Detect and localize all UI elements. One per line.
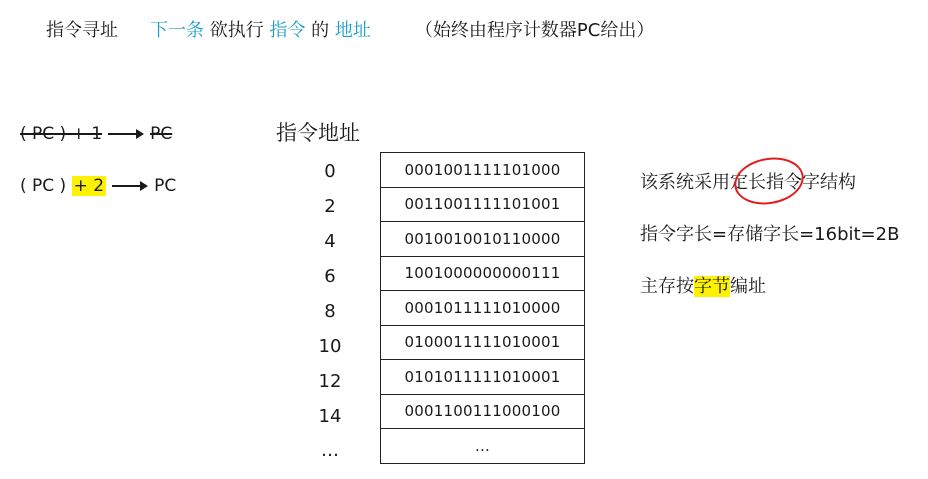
instruction-cell: 0001001111101000 bbox=[381, 153, 585, 188]
formula-pc-plus-2 bbox=[20, 176, 176, 196]
address-label: … bbox=[321, 440, 339, 461]
address-label: 0 bbox=[324, 161, 336, 182]
formula-1-right: PC bbox=[150, 124, 173, 144]
note-3-pre: 主存按 bbox=[640, 276, 694, 297]
formula-2-left: ( PC ) bbox=[20, 176, 72, 196]
instruction-cell: … bbox=[381, 429, 585, 464]
formula-2-right: PC bbox=[154, 176, 177, 196]
table-row bbox=[381, 360, 585, 395]
formula-1-left: ( PC ) + 1 bbox=[20, 124, 103, 144]
title-address: 地址 bbox=[334, 20, 371, 41]
memory-table bbox=[380, 152, 585, 464]
instruction-cell: 1001000000000111 bbox=[381, 256, 585, 291]
title-next: 下一条 bbox=[150, 20, 204, 41]
title-line bbox=[46, 16, 654, 42]
title-label: 指令寻址 bbox=[46, 20, 118, 41]
address-label: 10 bbox=[318, 336, 342, 357]
address-label: 12 bbox=[318, 371, 342, 392]
instruction-cell: 0100011111010001 bbox=[381, 325, 585, 360]
table-row bbox=[381, 394, 585, 429]
address-label: 8 bbox=[324, 301, 336, 322]
table-row bbox=[381, 429, 585, 464]
table-row bbox=[381, 153, 585, 188]
note-byte-addressing bbox=[640, 272, 766, 298]
note-word-length: 指令字长=存储字长=16bit=2B bbox=[640, 224, 900, 245]
table-row bbox=[381, 291, 585, 326]
table-row bbox=[381, 222, 585, 257]
table-row bbox=[381, 187, 585, 222]
instruction-cell: 0010010010110000 bbox=[381, 222, 585, 257]
formula-2-increment: + 2 bbox=[73, 176, 105, 196]
address-label: 6 bbox=[324, 266, 336, 287]
instruction-cell: 0001100111000100 bbox=[381, 394, 585, 429]
address-label: 14 bbox=[318, 406, 342, 427]
table-row bbox=[381, 256, 585, 291]
right-arrow-icon bbox=[112, 185, 146, 187]
title-to-execute: 欲执行 bbox=[204, 20, 270, 41]
address-label: 4 bbox=[324, 231, 336, 252]
title-instruction: 指令 bbox=[269, 20, 306, 41]
red-circle-annotation bbox=[731, 152, 808, 209]
note-3-highlight: 字节 bbox=[694, 276, 730, 297]
instruction-cell: 0101011111010001 bbox=[381, 360, 585, 395]
instruction-cell: 0011001111101001 bbox=[381, 187, 585, 222]
note-fixed-length: 该系统采用定长指令字结构 bbox=[640, 172, 856, 193]
note-3-post: 编址 bbox=[730, 276, 766, 297]
table-row bbox=[381, 325, 585, 360]
right-arrow-icon bbox=[108, 133, 142, 135]
table-heading: 指令地址 bbox=[276, 121, 360, 145]
title-of: 的 bbox=[305, 20, 335, 41]
formula-pc-plus-1 bbox=[20, 124, 172, 144]
instruction-cell: 0001011111010000 bbox=[381, 291, 585, 326]
address-label: 2 bbox=[324, 196, 336, 217]
title-note: （始终由程序计数器PC给出） bbox=[414, 20, 655, 41]
